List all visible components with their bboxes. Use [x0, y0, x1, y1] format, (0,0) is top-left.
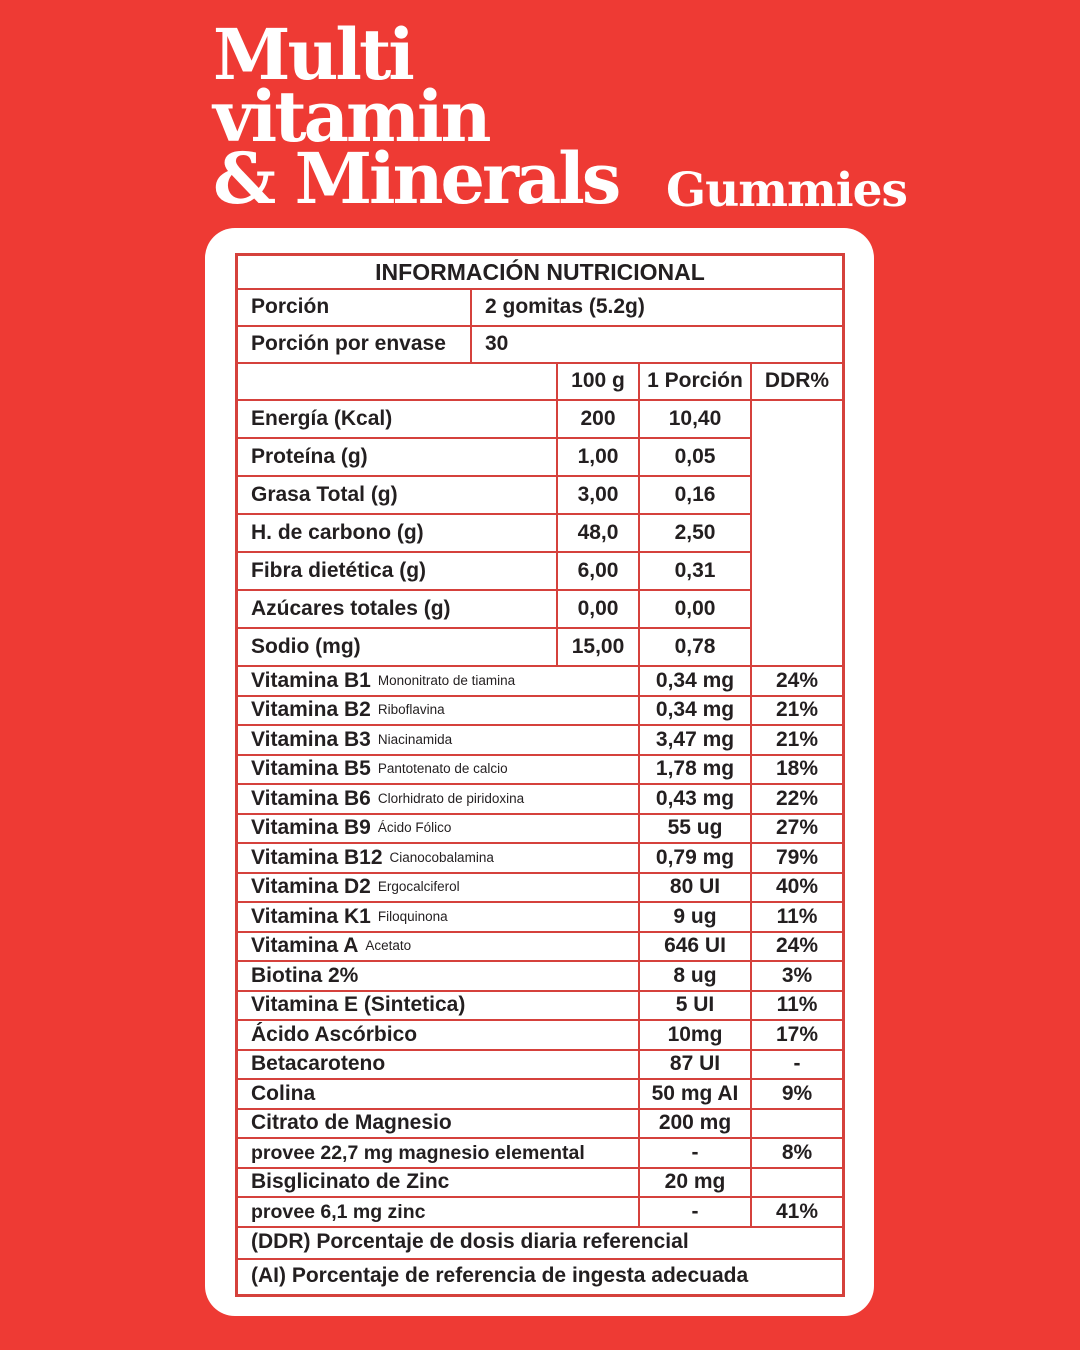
micro-amount: 200 mg — [640, 1110, 750, 1138]
col-header-100g: 100 g — [558, 364, 638, 399]
micro-ddr — [752, 1169, 842, 1197]
micro-label: Vitamina A Acetato — [238, 933, 638, 961]
micro-label: Betacaroteno — [238, 1051, 638, 1079]
micro-ddr: 41% — [752, 1198, 842, 1226]
product-title — [213, 13, 619, 220]
micro-ddr: 8% — [752, 1139, 842, 1167]
macro-portion-value: 10,40 — [640, 401, 750, 437]
servings-per-container-value: 30 — [472, 327, 842, 362]
micro-amount: 80 UI — [640, 874, 750, 902]
nutrition-table — [235, 253, 845, 1297]
micro-amount: 3,47 mg — [640, 726, 750, 754]
micro-label: Vitamina B9 Ácido Fólico — [238, 815, 638, 843]
col-header-empty — [238, 364, 556, 399]
micro-ddr: 9% — [752, 1080, 842, 1108]
micro-ddr: 24% — [752, 933, 842, 961]
micro-label: Vitamina B6 Clorhidrato de piridoxina — [238, 785, 638, 813]
macro-portion-value: 0,78 — [640, 629, 750, 665]
macro-portion-value: 0,31 — [640, 553, 750, 589]
col-header-porcion: 1 Porción — [640, 364, 750, 399]
macro-100g-value: 200 — [558, 401, 638, 437]
micro-label: Vitamina E (Sintetica) — [238, 992, 638, 1020]
ddr-empty-cell — [752, 401, 842, 665]
micro-ddr: 11% — [752, 903, 842, 931]
macro-portion-value: 2,50 — [640, 515, 750, 551]
micro-amount: 8 ug — [640, 962, 750, 990]
col-header-ddr: DDR% — [752, 364, 842, 399]
macro-100g-value: 15,00 — [558, 629, 638, 665]
micro-amount: 0,79 mg — [640, 844, 750, 872]
macro-label: Sodio (mg) — [238, 629, 556, 665]
micro-amount: 646 UI — [640, 933, 750, 961]
micro-amount: 50 mg AI — [640, 1080, 750, 1108]
micro-ddr: 21% — [752, 726, 842, 754]
macro-portion-value: 0,16 — [640, 477, 750, 513]
macro-portion-value: 0,05 — [640, 439, 750, 475]
macro-label: Azúcares totales (g) — [238, 591, 556, 627]
micro-ddr: 40% — [752, 874, 842, 902]
micro-amount: 87 UI — [640, 1051, 750, 1079]
micro-label: provee 22,7 mg magnesio elemental — [238, 1139, 638, 1167]
footnote-ddr: (DDR) Porcentaje de dosis diaria referencial — [238, 1228, 842, 1258]
micro-label: Vitamina B2 Riboflavina — [238, 697, 638, 725]
micro-ddr: - — [752, 1051, 842, 1079]
micro-label: Vitamina B12 Cianocobalamina — [238, 844, 638, 872]
micro-label: Citrato de Magnesio — [238, 1110, 638, 1138]
micro-label: Vitamina D2 Ergocalciferol — [238, 874, 638, 902]
macro-100g-value: 1,00 — [558, 439, 638, 475]
macro-100g-value: 3,00 — [558, 477, 638, 513]
micro-label: Vitamina K1 Filoquinona — [238, 903, 638, 931]
micro-amount: 55 ug — [640, 815, 750, 843]
micro-label: Bisglicinato de Zinc — [238, 1169, 638, 1197]
macro-label: Proteína (g) — [238, 439, 556, 475]
micro-ddr: 3% — [752, 962, 842, 990]
micro-amount: 5 UI — [640, 992, 750, 1020]
macro-100g-value: 6,00 — [558, 553, 638, 589]
micro-ddr — [752, 1110, 842, 1138]
micro-label: provee 6,1 mg zinc — [238, 1198, 638, 1226]
macro-100g-value: 48,0 — [558, 515, 638, 551]
micro-ddr: 17% — [752, 1021, 842, 1049]
macro-label: Energía (Kcal) — [238, 401, 556, 437]
macro-label: Fibra dietética (g) — [238, 553, 556, 589]
micro-label: Vitamina B5 Pantotenato de calcio — [238, 756, 638, 784]
micro-amount: 0,43 mg — [640, 785, 750, 813]
micro-amount: 10mg — [640, 1021, 750, 1049]
macro-label: Grasa Total (g) — [238, 477, 556, 513]
micro-amount: - — [640, 1139, 750, 1167]
serving-size-value: 2 gomitas (5.2g) — [472, 290, 842, 325]
product-subtitle: Gummies — [666, 163, 907, 218]
micro-label: Biotina 2% — [238, 962, 638, 990]
micro-ddr: 18% — [752, 756, 842, 784]
footnote-ai: (AI) Porcentaje de referencia de ingesta adecuada — [238, 1260, 842, 1294]
micro-ddr: 24% — [752, 667, 842, 695]
serving-size-label: Porción — [238, 290, 470, 325]
servings-per-container-label: Porción por envase — [238, 327, 470, 362]
micro-label: Vitamina B1 Mononitrato de tiamina — [238, 667, 638, 695]
micro-amount: - — [640, 1198, 750, 1226]
macro-100g-value: 0,00 — [558, 591, 638, 627]
micro-label: Vitamina B3 Niacinamida — [238, 726, 638, 754]
product-title-line: vitamin — [213, 75, 489, 158]
macro-label: H. de carbono (g) — [238, 515, 556, 551]
micro-ddr: 11% — [752, 992, 842, 1020]
micro-amount: 9 ug — [640, 903, 750, 931]
micro-label: Ácido Ascórbico — [238, 1021, 638, 1049]
micro-ddr: 79% — [752, 844, 842, 872]
micro-label: Colina — [238, 1080, 638, 1108]
micro-amount: 0,34 mg — [640, 667, 750, 695]
micro-amount: 0,34 mg — [640, 697, 750, 725]
micro-ddr: 22% — [752, 785, 842, 813]
micro-amount: 20 mg — [640, 1169, 750, 1197]
nutrition-panel — [205, 228, 874, 1316]
micro-ddr: 27% — [752, 815, 842, 843]
table-title: INFORMACIÓN NUTRICIONAL — [238, 256, 842, 288]
product-title-line: & Minerals — [213, 137, 619, 220]
macro-portion-value: 0,00 — [640, 591, 750, 627]
micro-ddr: 21% — [752, 697, 842, 725]
micro-amount: 1,78 mg — [640, 756, 750, 784]
product-title-line: Multi — [213, 13, 412, 96]
